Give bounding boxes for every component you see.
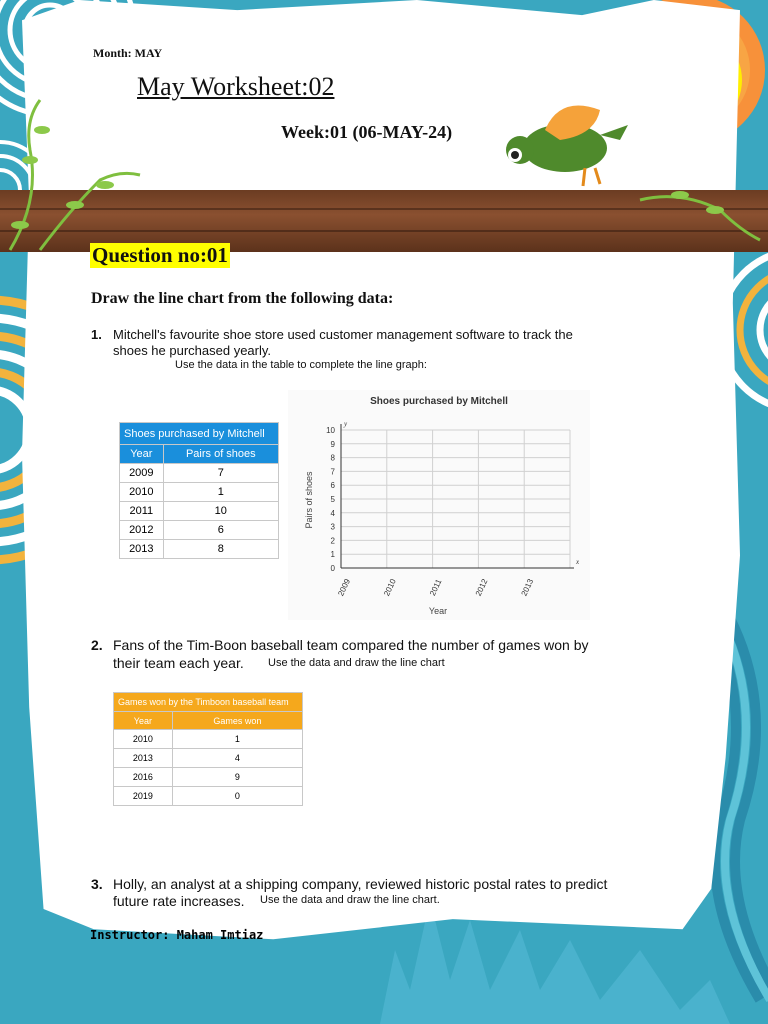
table-cell: 2012 — [120, 521, 164, 540]
table-cell: 6 — [163, 521, 278, 540]
table-row — [120, 521, 279, 540]
shoes-table — [119, 422, 279, 559]
item-number-2: 2. — [91, 637, 103, 653]
y-tick-label: 1 — [330, 550, 335, 560]
table-cell: 2019 — [114, 787, 173, 806]
week-label: Week:01 (06-MAY-24) — [281, 122, 453, 142]
table-cell: 2011 — [120, 502, 164, 521]
x-tick-label: 2013 — [519, 577, 536, 598]
table-cell: 8 — [163, 540, 278, 559]
table-row — [114, 787, 303, 806]
item-text-2-line2: their team each year. — [113, 655, 244, 671]
y-tick-label: 10 — [326, 426, 335, 435]
shoes-table-title: Shoes purchased by Mitchell — [120, 423, 279, 445]
item-text-2-line1: Fans of the Tim-Boon baseball team compared the number of games won by — [113, 637, 589, 653]
y-axis-title: Pairs of shoes — [304, 471, 314, 529]
table-row — [120, 540, 279, 559]
blank-line-chart — [288, 390, 590, 620]
table-cell: 7 — [163, 464, 278, 483]
y-tick-label: 5 — [330, 495, 335, 504]
chart-svg — [288, 390, 590, 620]
y-tick-label: 2 — [330, 536, 335, 546]
table-cell: 2010 — [120, 483, 164, 502]
table-row — [120, 464, 279, 483]
shoes-table-header-year: Year — [120, 445, 164, 464]
question-heading: Question no:01 — [92, 243, 228, 267]
table-cell: 2016 — [114, 768, 173, 787]
table-row — [114, 768, 303, 787]
games-table — [113, 692, 303, 806]
item-number-3: 3. — [91, 876, 103, 892]
instructor-name: Instructor: Maham Imtiaz — [90, 928, 264, 942]
table-row — [120, 502, 279, 521]
item-sub-2: Use the data and draw the line chart — [268, 657, 445, 669]
table-cell: 9 — [172, 768, 302, 787]
games-table-header-year: Year — [114, 712, 173, 730]
x-tick-label: 2010 — [382, 577, 398, 598]
games-table-title: Games won by the Timboon baseball team — [114, 693, 303, 712]
item-text-1-line2: shoes he purchased yearly. — [113, 343, 272, 358]
y-tick-label: 6 — [330, 481, 335, 491]
x-tick-label: 2009 — [336, 577, 353, 598]
item-sub-3: Use the data and draw the line chart. — [260, 894, 440, 906]
item-number-1: 1. — [91, 327, 102, 342]
item-text-1-line1: Mitchell's favourite shoe store used customer management software to track the — [113, 327, 573, 342]
table-cell: 4 — [172, 749, 302, 768]
table-cell: 0 — [172, 787, 302, 806]
chart-title: Shoes purchased by Mitchell — [370, 396, 508, 407]
item-text-3-line2: future rate increases. — [113, 893, 245, 909]
question-instruction: Draw the line chart from the following data: — [91, 290, 394, 307]
y-tick-label: 7 — [330, 467, 335, 477]
table-cell: 2013 — [120, 540, 164, 559]
x-axis-title: Year — [428, 606, 448, 616]
table-row — [120, 483, 279, 502]
x-tick-label: 2012 — [473, 577, 490, 598]
table-cell: 10 — [163, 502, 278, 521]
table-cell: 1 — [163, 483, 278, 502]
page-title: May Worksheet:02 — [137, 72, 335, 101]
shoes-table-header-pairs: Pairs of shoes — [163, 445, 278, 464]
y-tick-label: 8 — [330, 453, 335, 463]
table-cell: 2013 — [114, 749, 173, 768]
y-axis-letter: y — [344, 420, 348, 428]
y-tick-label: 4 — [330, 508, 335, 518]
x-tick-label: 2011 — [428, 577, 444, 598]
x-axis-letter: x — [576, 558, 580, 566]
table-cell: 1 — [172, 730, 302, 749]
table-cell: 2009 — [120, 464, 164, 483]
table-cell: 2010 — [114, 730, 173, 749]
y-tick-label: 9 — [330, 439, 335, 449]
item-text-3-line1: Holly, an analyst at a shipping company, reviewed historic postal rates to predict — [113, 876, 608, 892]
games-table-header-won: Games won — [172, 712, 302, 730]
item-sub-1: Use the data in the table to complete the line graph: — [175, 359, 427, 371]
y-tick-label: 3 — [330, 522, 335, 532]
month-label: Month: MAY — [93, 46, 163, 60]
y-tick-label: 0 — [330, 564, 335, 573]
table-row — [114, 749, 303, 768]
table-row — [114, 730, 303, 749]
